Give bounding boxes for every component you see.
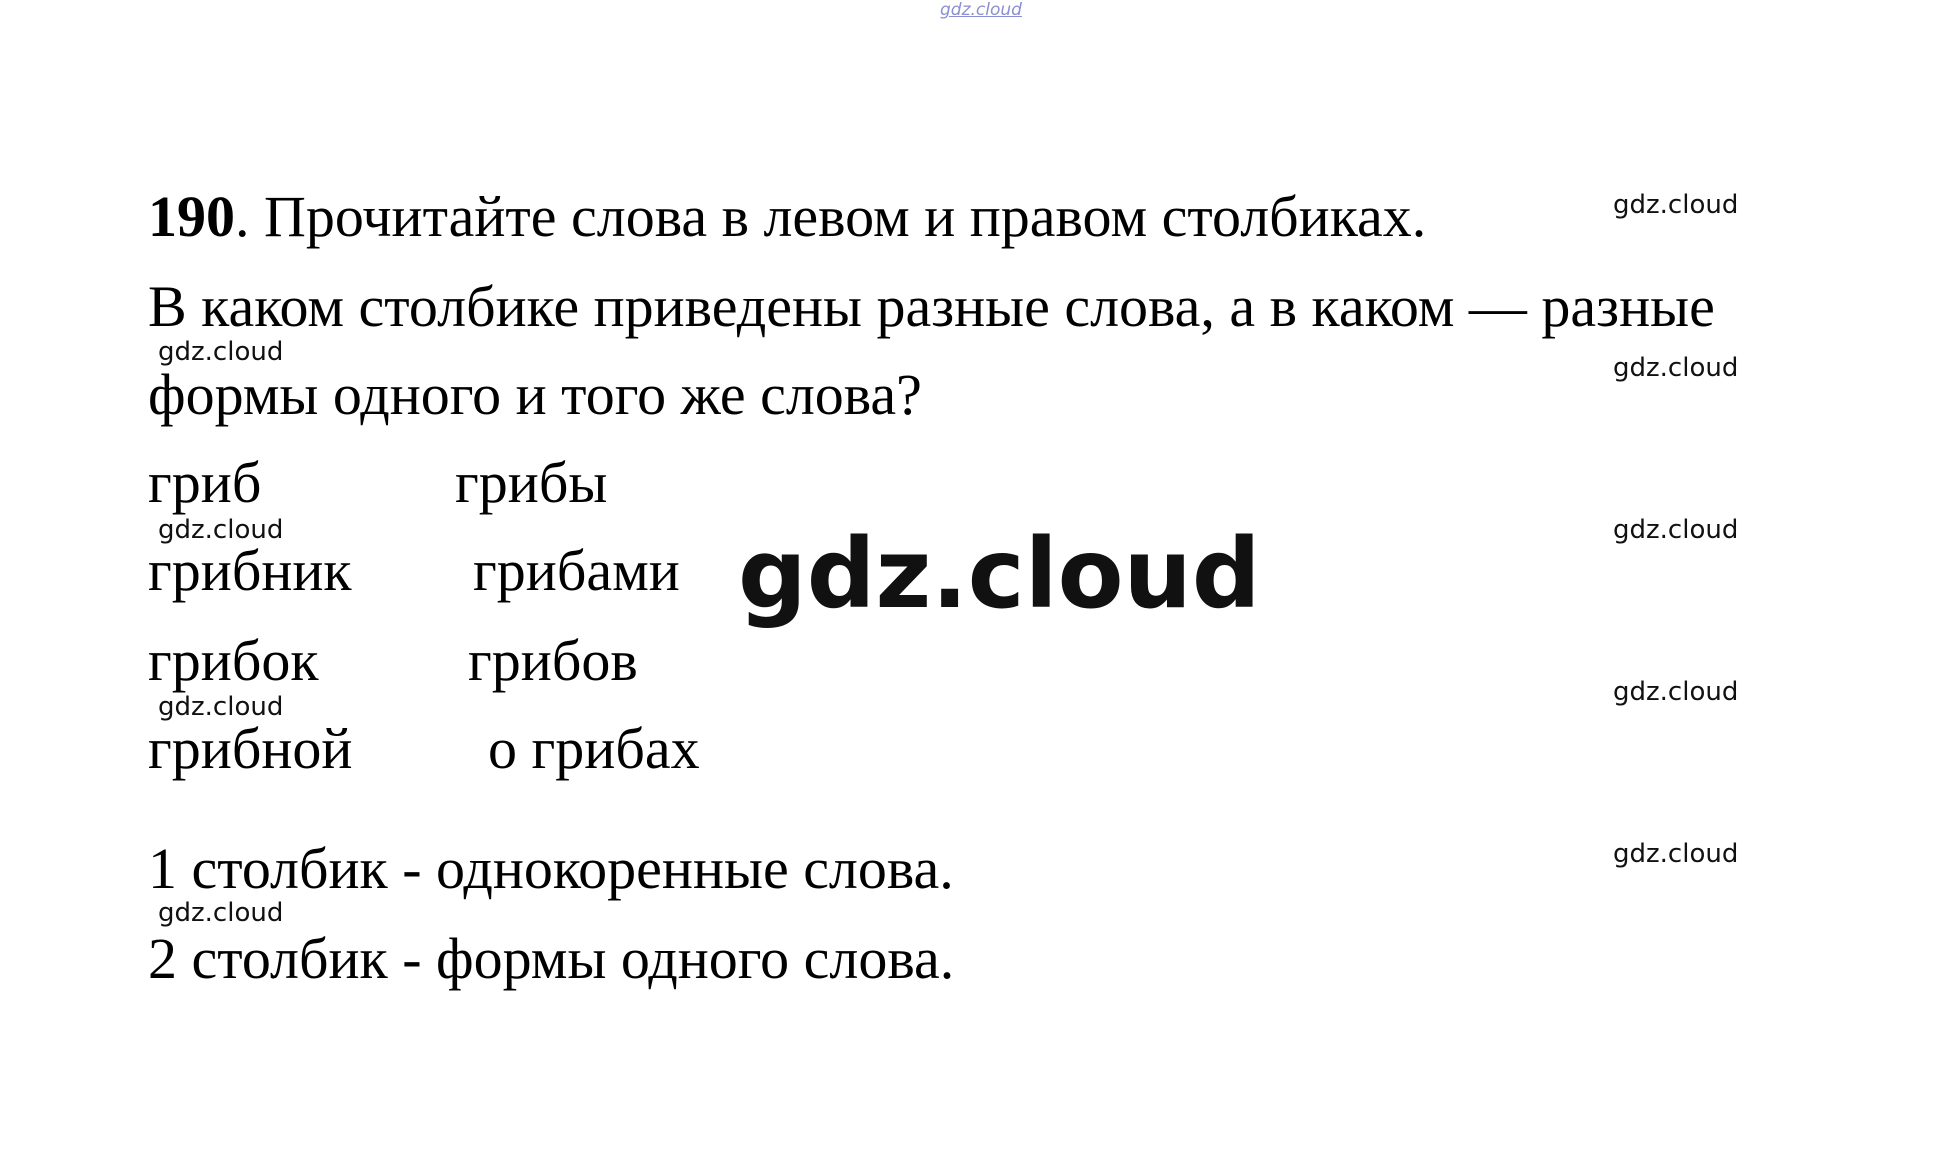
task-line-1 — [148, 184, 1427, 249]
watermark-small: gdz.cloud — [1613, 353, 1739, 383]
left-column-word-3: грибок — [148, 628, 319, 693]
watermark-small: gdz.cloud — [158, 337, 284, 367]
watermark-small: gdz.cloud — [158, 898, 284, 928]
task-line-2: В каком столбике приведены разные слова, а в каком — разные — [148, 274, 1715, 339]
watermark-small: gdz.cloud — [158, 515, 284, 545]
left-column-word-1: гриб — [148, 450, 262, 515]
answer-line-2: 2 столбик - формы одного слова. — [148, 926, 955, 991]
watermark-small: gdz.cloud — [1613, 677, 1739, 707]
watermark-small: gdz.cloud — [1613, 839, 1739, 869]
watermark-big: gdz.cloud — [738, 518, 1261, 630]
task-line-3: формы одного и того же слова? — [148, 362, 922, 427]
right-column-word-1: грибы — [455, 450, 608, 515]
answer-line-1: 1 столбик - однокоренные слова. — [148, 836, 954, 901]
watermark-small: gdz.cloud — [158, 692, 284, 722]
right-column-word-4: о грибах — [488, 716, 700, 781]
task-line-1-text: . Прочитайте слова в левом и правом столбиках. — [235, 184, 1427, 249]
watermark-small: gdz.cloud — [1613, 515, 1739, 545]
right-column-word-3: грибов — [468, 628, 638, 693]
left-column-word-4: грибной — [148, 716, 353, 781]
task-number: 190 — [148, 184, 235, 249]
watermark-top: gdz.cloud — [940, 0, 1022, 20]
right-column-word-2: грибами — [473, 538, 680, 603]
watermark-small: gdz.cloud — [1613, 190, 1739, 220]
left-column-word-2: грибник — [148, 538, 352, 603]
